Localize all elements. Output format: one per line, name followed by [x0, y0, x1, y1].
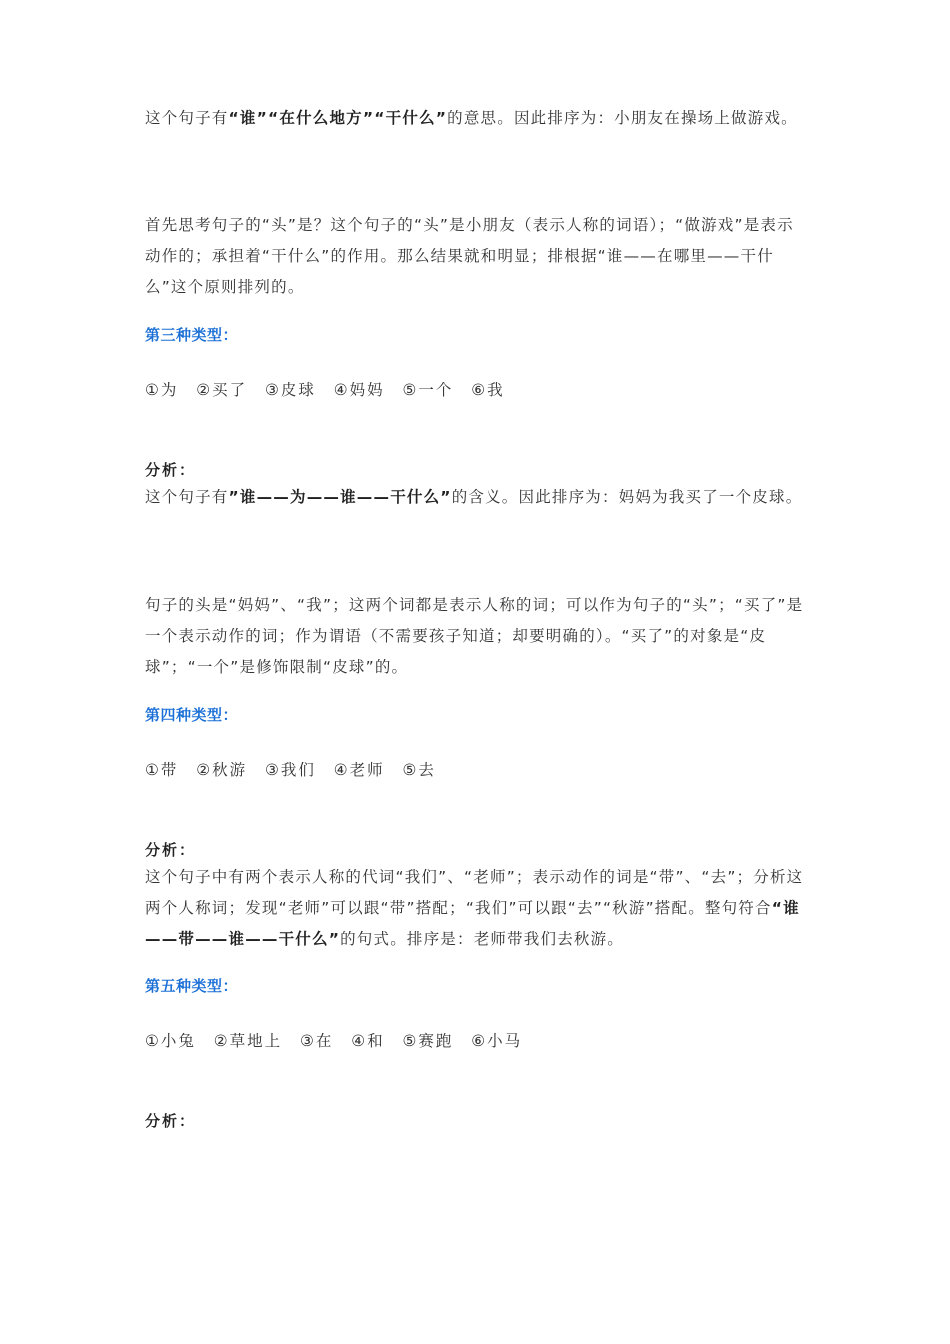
text-run: 这个句子有 — [145, 488, 229, 506]
type3-analysis-paragraph-1 — [145, 482, 810, 513]
type4-analysis-paragraph — [145, 862, 810, 955]
text-run: 这个句子有 — [145, 109, 229, 127]
text-run: 的含义。因此排序为：妈妈为我买了一个皮球。 — [451, 488, 803, 506]
text-run: 的句式。排序是：老师带我们去秋游。 — [340, 930, 624, 948]
type5-options: ①小兔 ②草地上 ③在 ④和 ⑤赛跑 ⑥小马 — [145, 1032, 523, 1050]
text-run: 的意思。因此排序为：小朋友在操场上做游戏。 — [447, 109, 798, 127]
type5-analysis-label: 分析： — [145, 1112, 197, 1130]
type3-options: ①为 ②买了 ③皮球 ④妈妈 ⑤一个 ⑥我 — [145, 381, 505, 399]
type3-analysis-label: 分析： — [145, 461, 197, 479]
type4-analysis-label: 分析： — [145, 841, 197, 859]
intro-paragraph-1 — [145, 103, 810, 134]
bold-pattern: ”谁——为——谁——干什么” — [228, 488, 452, 506]
bold-pattern: “谁”“在什么地方”“干什么” — [228, 109, 448, 127]
type3-heading: 第三种类型： — [145, 326, 239, 344]
type3-analysis-paragraph-2: 句子的头是“妈妈”、“我”；这两个词都是表示人称的词；可以作为句子的“头”；“买了”是一个表示动作的词；作为谓语（不需要孩子知道；却要明确的）。“买了”的对象是“皮球”；“一个”是修饰限制“皮球”的。 — [145, 596, 804, 676]
type5-heading: 第五种类型： — [145, 977, 239, 995]
text-run: 这个句子中有两个表示人称的代词“我们”、“老师”；表示动作的词是“带”、“去”；分析这两个人称词；发现“老师”可以跟“带”搭配；“我们”可以跟“去”“秋游”搭配。整句符合 — [145, 868, 804, 917]
type4-heading: 第四种类型： — [145, 706, 239, 724]
bold-pattern: “谁——带——谁——干什么” — [145, 899, 800, 948]
intro-paragraph-2: 首先思考句子的“头”是？这个句子的“头”是小朋友（表示人称的词语）；“做游戏”是表示动作的；承担着“干什么”的作用。那么结果就和明显；排根据“谁——在哪里——干什么”这个原则排列的。 — [145, 216, 794, 296]
type4-options: ①带 ②秋游 ③我们 ④老师 ⑤去 — [145, 761, 436, 779]
